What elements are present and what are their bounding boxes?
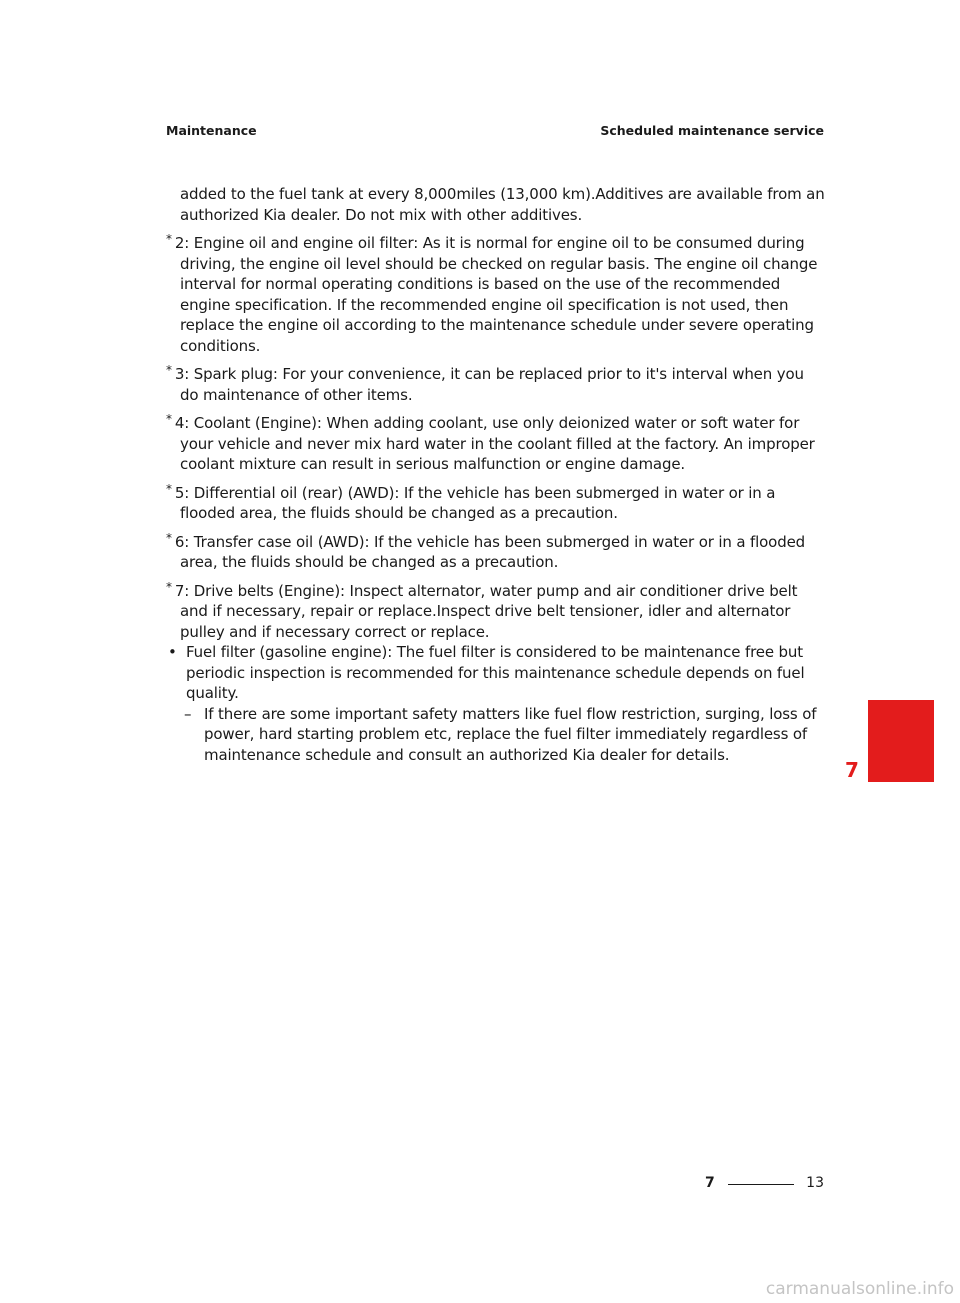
page-footer: [700, 1175, 826, 1195]
bullet-item-fuel-filter: [166, 642, 826, 704]
footnote-4: [166, 409, 826, 475]
continued-paragraph: added to the fuel tank at every 8,000miles (13,000 km).Additives are available from an authorized Kia dealer. Do not mix with other additives.: [180, 185, 825, 224]
watermark: carmanualsonline.info: [765, 1279, 954, 1299]
footnote-text: 5: Differential oil (rear) (AWD): If the vehicle has been submerged in water or in a flooded area, the fluids should be changed as a precaution.: [174, 483, 776, 522]
footnote-5: [166, 479, 826, 524]
sub-bullet-item: [166, 704, 826, 766]
dash-marker: –: [184, 704, 192, 723]
asterisk-marker: *: [166, 232, 172, 246]
footer-page-number: 13: [806, 1175, 824, 1191]
footnote-text: 2: Engine oil and engine oil filter: As it is normal for engine oil to be consumed during driving, the engine oil level should be checked on regular basis. The engine oil change interval for normal operating conditions is based on the use of the recommended engine specification. If the recommended engine oil specification is not used, then replace the engine oil according to the maintenance schedule under severe operating conditions.: [174, 234, 818, 355]
footnote-text: 7: Drive belts (Engine): Inspect alternator, water pump and air conditioner drive belt and if necessary, repair or replace.Inspect drive belt tensioner, idler and alternator pulley and if necessary correct or replace.: [174, 581, 798, 641]
asterisk-marker: *: [166, 363, 172, 377]
chapter-side-tab: [868, 700, 934, 782]
header-topic-title: Scheduled maintenance service: [600, 123, 824, 138]
chapter-side-number: 7: [845, 758, 859, 782]
footnote-6: [166, 528, 826, 573]
asterisk-marker: *: [166, 481, 172, 496]
footnote-text: 3: Spark plug: For your convenience, it can be replaced prior to it's interval when you do maintenance of other items.: [174, 365, 804, 404]
sub-bullet-text: If there are some important safety matters like fuel flow restriction, surging, loss of power, hard starting problem etc, replace the fuel filter immediately regardless of maintenance schedule and consult an authorized Kia dealer for details.: [204, 704, 817, 764]
bullet-text: Fuel filter (gasoline engine): The fuel filter is considered to be maintenance free but periodic inspection is recommended for this maintenance schedule depends on fuel quality.: [186, 643, 805, 702]
footer-chapter-number: 7: [705, 1175, 715, 1191]
footnote-text: 4: Coolant (Engine): When adding coolant, use only deionized water or soft water for your vehicle and never mix hard water in the coolant filled at the factory. An improper coolant mixture can result in serious malfunction or engine damage.: [174, 414, 815, 473]
page-header: [166, 123, 824, 141]
bullet-marker: •: [168, 643, 177, 661]
asterisk-marker: *: [166, 579, 172, 594]
asterisk-marker: *: [166, 412, 172, 426]
footnote-3: [166, 360, 826, 405]
page-content: [166, 184, 826, 765]
footnote-7: [166, 577, 826, 643]
footer-divider: [728, 1184, 794, 1185]
header-section-title: Maintenance: [166, 123, 257, 138]
asterisk-marker: *: [166, 530, 172, 545]
footnote-2: [166, 229, 826, 356]
footnote-text: 6: Transfer case oil (AWD): If the vehicle has been submerged in water or in a flooded area, the fluids should be changed as a precaution.: [174, 532, 806, 571]
